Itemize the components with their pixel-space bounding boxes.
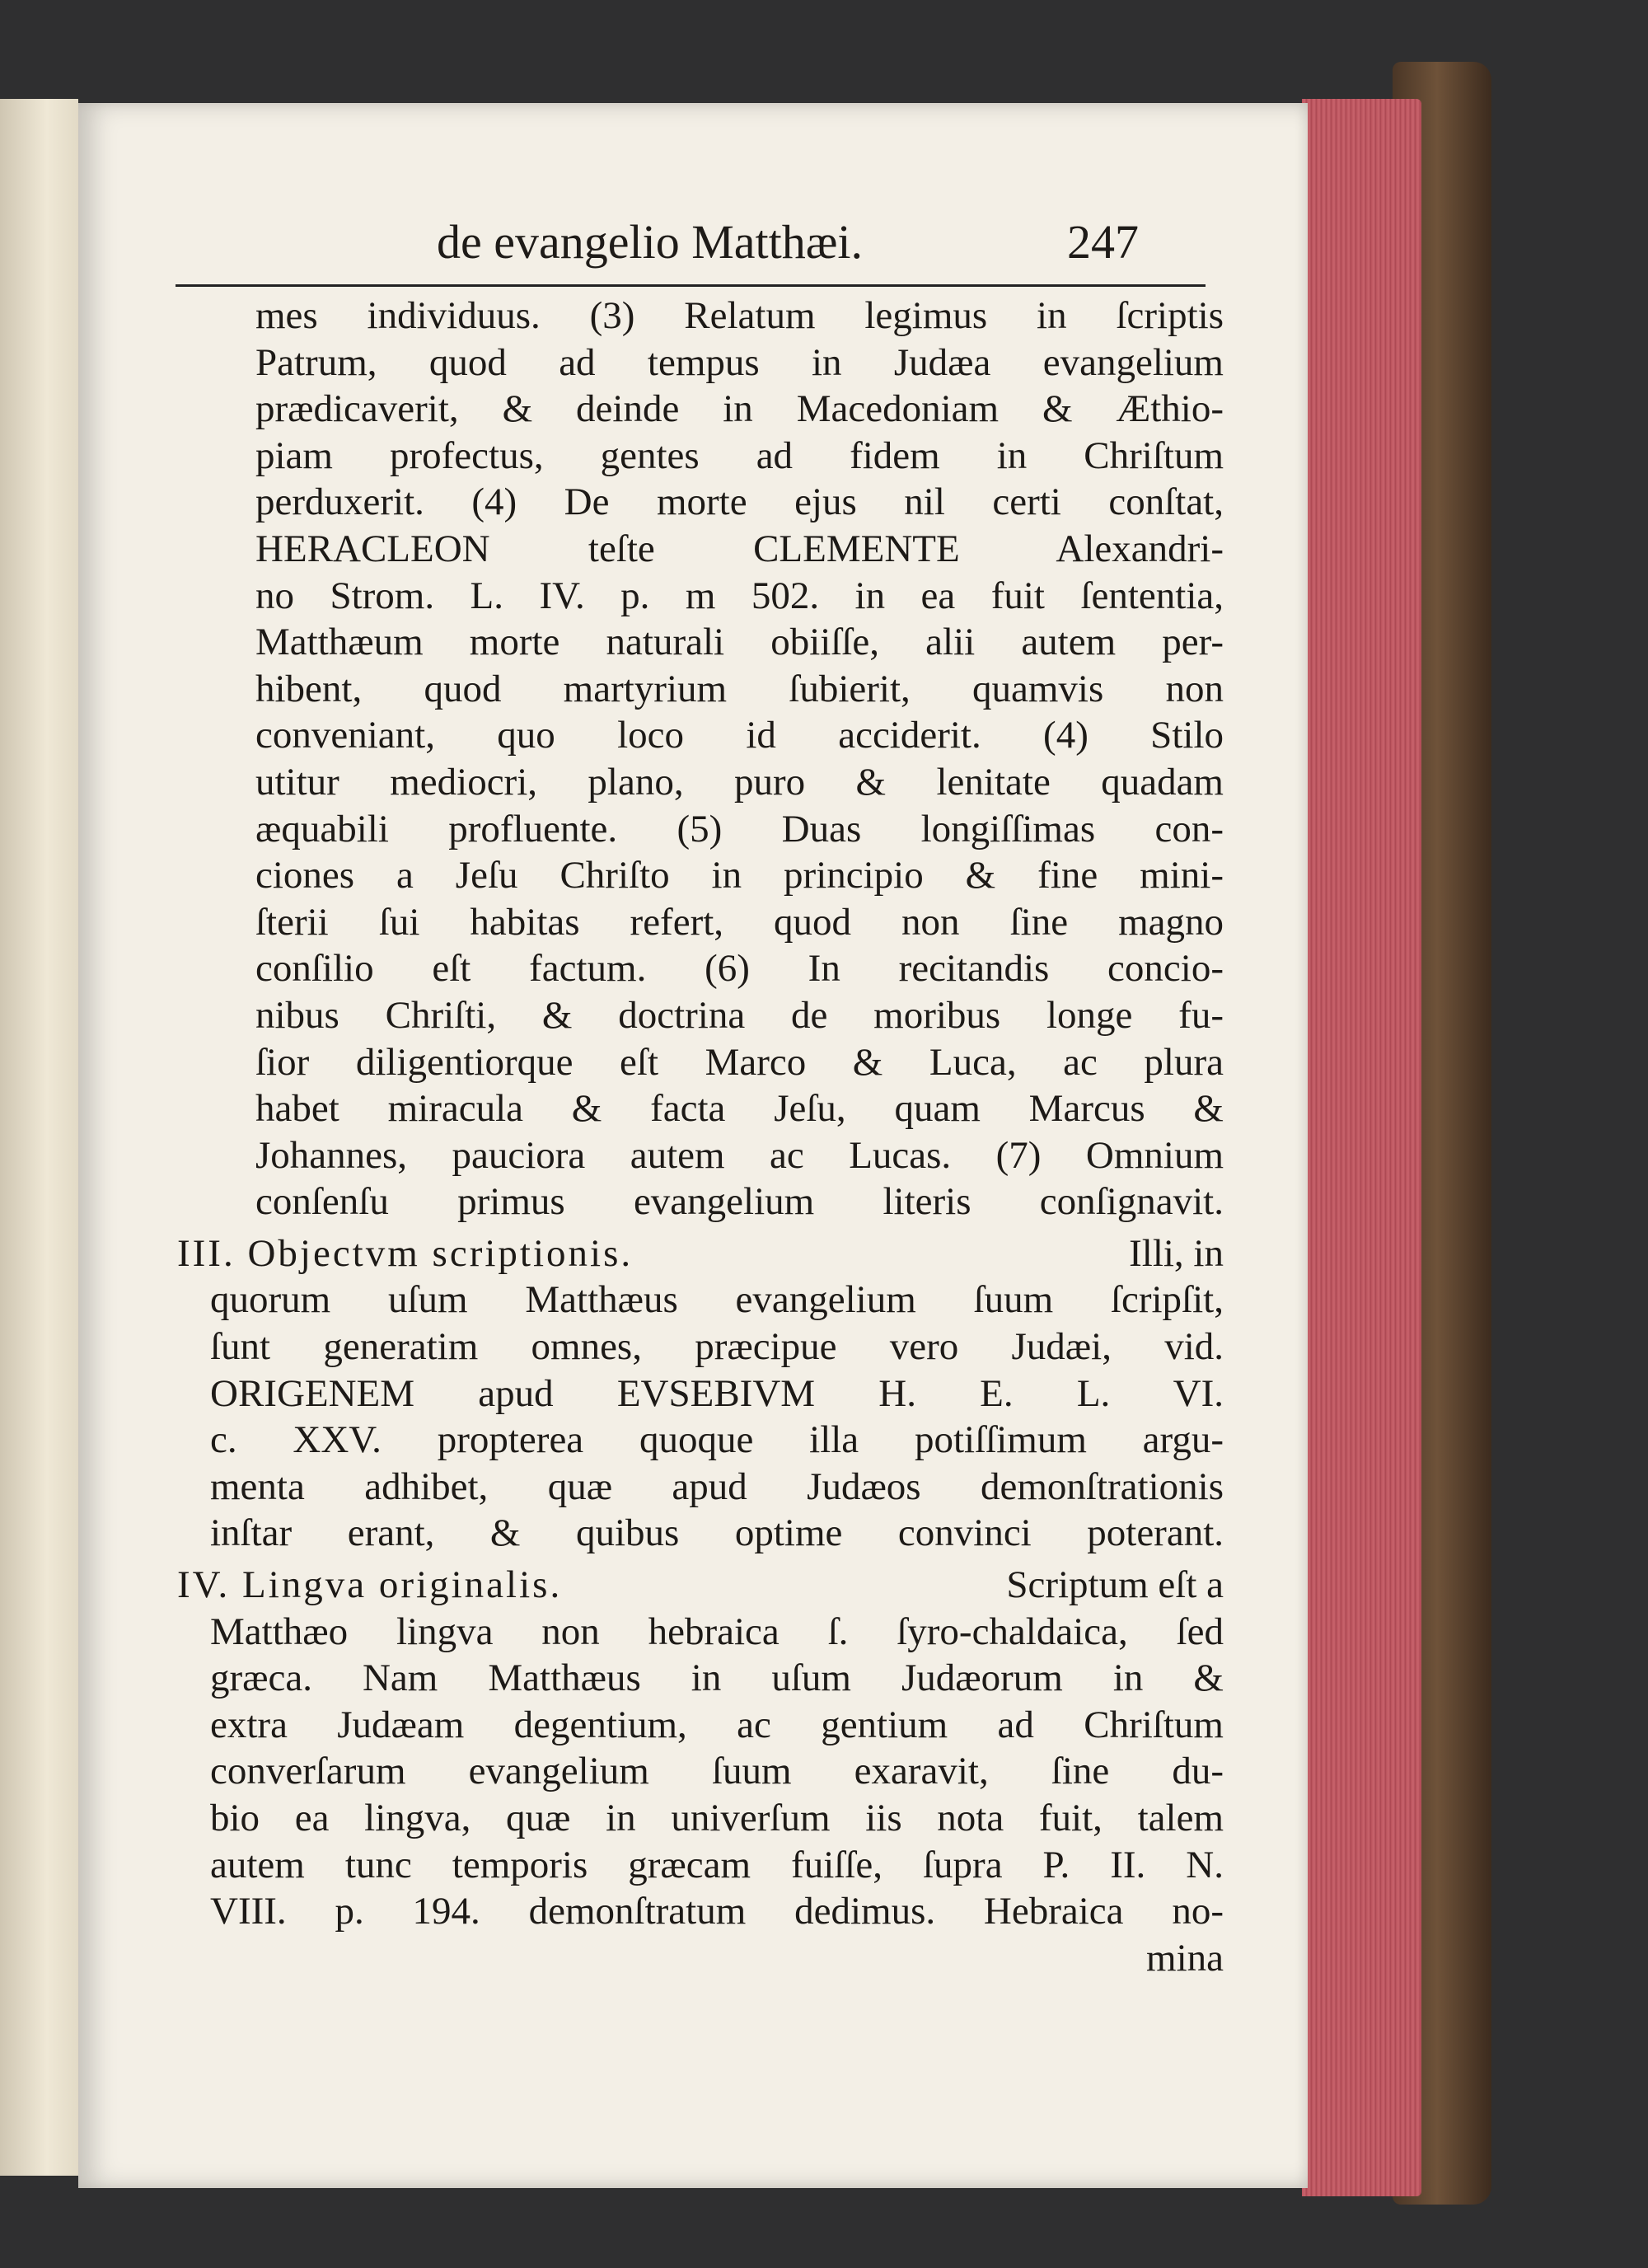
- text-line: nibus Chriſti, & doctrina de moribus longe fu-: [255, 993, 1224, 1037]
- text-line: Johannes, pauciora autem ac Lucas. (7) Omnium: [255, 1133, 1224, 1177]
- text-line: Matthæum morte naturali obiiſſe, alii autem per-: [255, 621, 1224, 664]
- text-line: ſterii ſui habitas refert, quod non ſine magno: [255, 900, 1224, 944]
- red-page-edges: [1302, 99, 1421, 2196]
- text-line: mes individuus. (3) Relatum legimus in ſcriptis: [255, 294, 1224, 337]
- running-title: de evangelio Matthæi.: [437, 215, 864, 269]
- catchword: mina: [1146, 1936, 1224, 1980]
- text-line: Patrum, quod ad tempus in Judæa evangelium: [255, 340, 1224, 384]
- text-line: piam profectus, gentes ad fidem in Chriſtum: [255, 433, 1224, 477]
- text-line: inſtar erant, & quibus optime convinci poterant.: [210, 1511, 1224, 1555]
- section-4: [177, 1562, 1224, 1935]
- text-line: hibent, quod martyrium ſubierit, quamvis non: [255, 667, 1224, 710]
- left-page-edge: [0, 99, 78, 2176]
- text-line: converſarum evangelium ſuum exaravit, ſine du-: [210, 1750, 1224, 1793]
- text-line: extra Judæam degentium, ac gentium ad Chriſtum: [210, 1703, 1224, 1746]
- body-text: [177, 293, 1224, 1981]
- page-number: 247: [1067, 215, 1139, 269]
- text-line: Scriptum eſt a: [1006, 1563, 1224, 1607]
- header-rule: [176, 284, 1206, 287]
- text-line: no Strom. L. IV. p. m 502. in ea fuit ſententia,: [255, 574, 1224, 617]
- section-4-body: [177, 1609, 1224, 1935]
- running-head: [78, 214, 1308, 288]
- text-line: HERACLEON teſte CLEMENTE Alexandri-: [255, 527, 1224, 570]
- text-line: utitur mediocri, plano, puro & lenitate quadam: [255, 760, 1224, 804]
- text-line: ciones a Jeſu Chriſto in principio & fine mini-: [255, 854, 1224, 897]
- paragraph-notes: [177, 293, 1224, 1225]
- text-line: autem tunc temporis græcam fuiſſe, ſupra P. II. N.: [210, 1843, 1224, 1886]
- text-line: ſior diligentiorque eſt Marco & Luca, ac plura: [255, 1040, 1224, 1084]
- text-line: æquabili profluente. (5) Duas longiſſimas con-: [255, 807, 1224, 850]
- text-line: ſunt generatim omnes, præcipue vero Judæi, vid.: [210, 1325, 1224, 1369]
- section-3-heading: III. Objectvm scriptionis.: [177, 1231, 634, 1275]
- section-4-heading: IV. Lingva originalis.: [177, 1563, 563, 1607]
- text-line: Matthæo lingva non hebraica ſ. ſyro-chaldaica, ſed: [210, 1610, 1224, 1653]
- text-line: quorum uſum Matthæus evangelium ſuum ſcripſit,: [210, 1278, 1224, 1322]
- section-3-body: [177, 1277, 1224, 1557]
- text-line: habet miracula & facta Jeſu, quam Marcus &: [255, 1087, 1224, 1131]
- text-line: bio ea lingva, quæ in univerſum iis nota fuit, talem: [210, 1797, 1224, 1839]
- text-line: conveniant, quo loco id acciderit. (4) Stilo: [255, 714, 1224, 757]
- text-line: conſilio eſt factum. (6) In recitandis concio-: [255, 947, 1224, 991]
- text-line: prædicaverit, & deinde in Macedoniam & Æthio-: [255, 387, 1224, 431]
- text-line: conſenſu primus evangelium literis conſignavit.: [255, 1180, 1224, 1224]
- text-line: ORIGENEM apud EVSEBIVM H. E. L. VI.: [210, 1371, 1224, 1415]
- text-line: perduxerit. (4) De morte ejus nil certi conſtat,: [255, 480, 1224, 524]
- book-page: [78, 103, 1308, 2188]
- section-heading-line: [177, 1230, 1224, 1277]
- text-line: VIII. p. 194. demonſtratum dedimus. Hebraica no-: [210, 1890, 1224, 1933]
- text-line: c. XXV. propterea quoque illa potiſſimum argu-: [210, 1418, 1224, 1462]
- section-heading-line: [177, 1562, 1224, 1609]
- text-line: Illi, in: [1129, 1231, 1224, 1275]
- text-line: græca. Nam Matthæus in uſum Judæorum in &: [210, 1656, 1224, 1700]
- section-3: [177, 1230, 1224, 1557]
- text-line: menta adhibet, quæ apud Judæos demonſtrationis: [210, 1464, 1224, 1508]
